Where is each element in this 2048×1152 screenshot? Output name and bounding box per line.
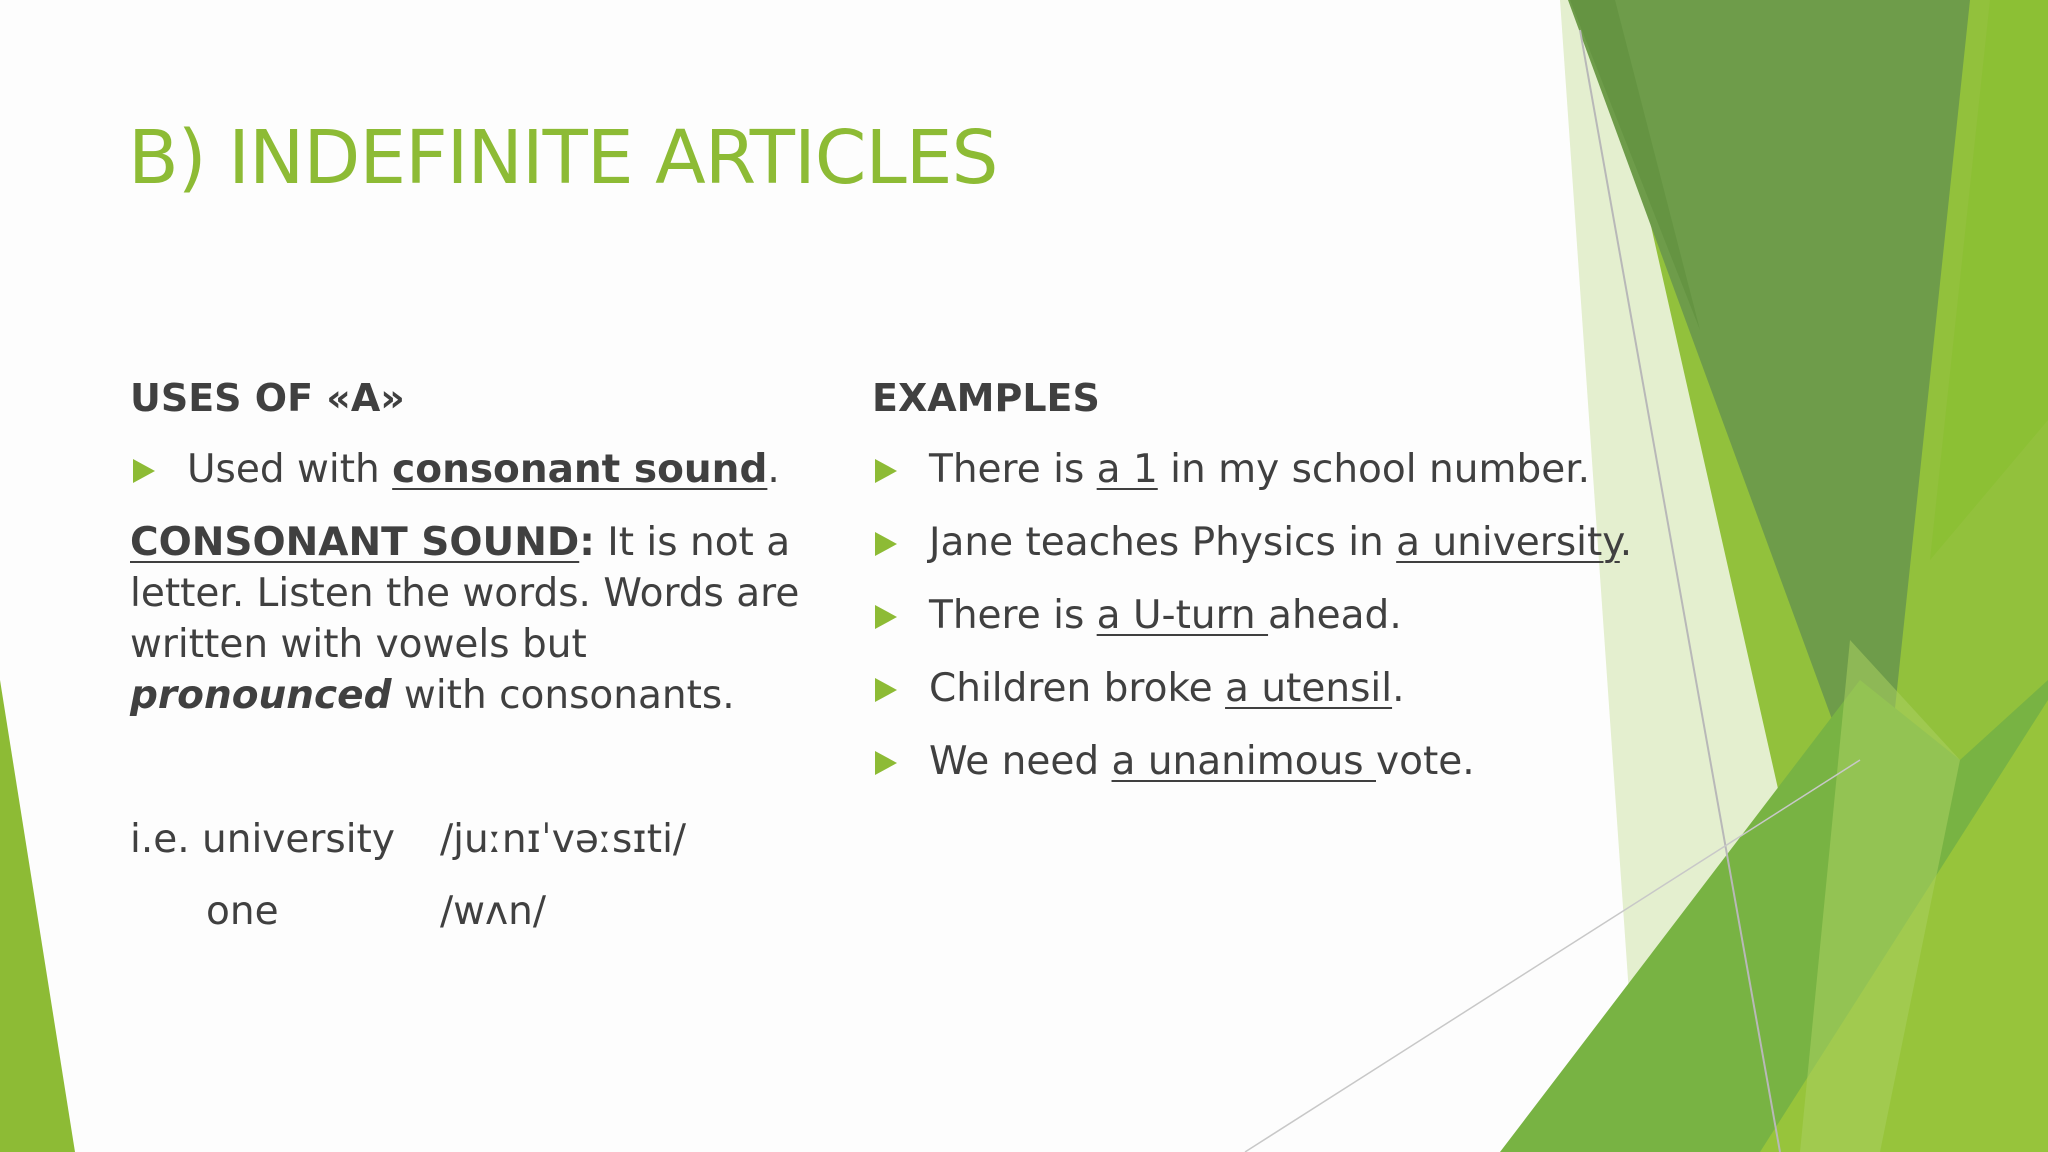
definition-emphasis: pronounced (130, 673, 392, 718)
example-before: Children broke (929, 666, 1226, 711)
example-underlined: a university (1396, 520, 1620, 565)
bullet-prefix-text: Used with (187, 447, 393, 492)
bullet-triangle-icon (875, 459, 897, 483)
spacer (130, 721, 830, 814)
example-before: There is (929, 447, 1097, 492)
ipa-word: i.e. university (130, 817, 395, 862)
uses-column (130, 372, 830, 958)
bullet-suffix-text: . (767, 447, 780, 492)
definition-colon: : (579, 520, 595, 565)
bullet-triangle-icon (875, 532, 897, 556)
examples-heading: EXAMPLES (872, 376, 1100, 420)
bullet-triangle-icon (875, 605, 897, 629)
definition-text-2: with consonants. (391, 673, 735, 718)
example-before: There is (929, 593, 1097, 638)
example-before: We need (929, 739, 1112, 784)
example-after: vote. (1376, 739, 1475, 784)
examples-column (872, 372, 1652, 809)
example-after: . (1619, 520, 1633, 565)
example-after: . (1392, 666, 1405, 711)
example-underlined: a utensil (1225, 666, 1393, 711)
ipa-pronunciation: /juːnɪˈvəːsɪti/ (440, 817, 687, 862)
ipa-example-row (130, 886, 830, 958)
example-item (872, 444, 1652, 496)
left-edge-green-shape (0, 680, 75, 1152)
slide-title: B) INDEFINITE ARTICLES (128, 115, 998, 201)
example-item (872, 736, 1652, 788)
example-underlined: a U-turn (1096, 593, 1269, 638)
bullet-triangle-icon (875, 678, 897, 702)
bullet-triangle-icon (875, 751, 897, 775)
example-after: ahead. (1268, 593, 1402, 638)
definition-text-1: It is not a letter. Listen the words. Words are written with vowels but (130, 520, 800, 667)
consonant-sound-definition (130, 517, 810, 721)
ipa-word: one (206, 889, 279, 934)
definition-term: CONSONANT SOUND (130, 520, 580, 565)
example-item (872, 517, 1652, 569)
example-underlined: a unanimous (1111, 739, 1376, 784)
uses-heading: USES OF «A» (130, 376, 405, 420)
uses-bullet-item (130, 444, 830, 496)
example-after: in my school number. (1157, 447, 1591, 492)
bullet-emphasis-text: consonant sound (392, 447, 768, 492)
example-before: Jane teaches Physics in (929, 520, 1397, 565)
example-item (872, 663, 1652, 715)
example-item (872, 590, 1652, 642)
ipa-example-row (130, 814, 830, 886)
ipa-pronunciation: /wʌn/ (440, 889, 546, 934)
example-underlined: a 1 (1096, 447, 1158, 492)
bullet-triangle-icon (133, 459, 155, 483)
